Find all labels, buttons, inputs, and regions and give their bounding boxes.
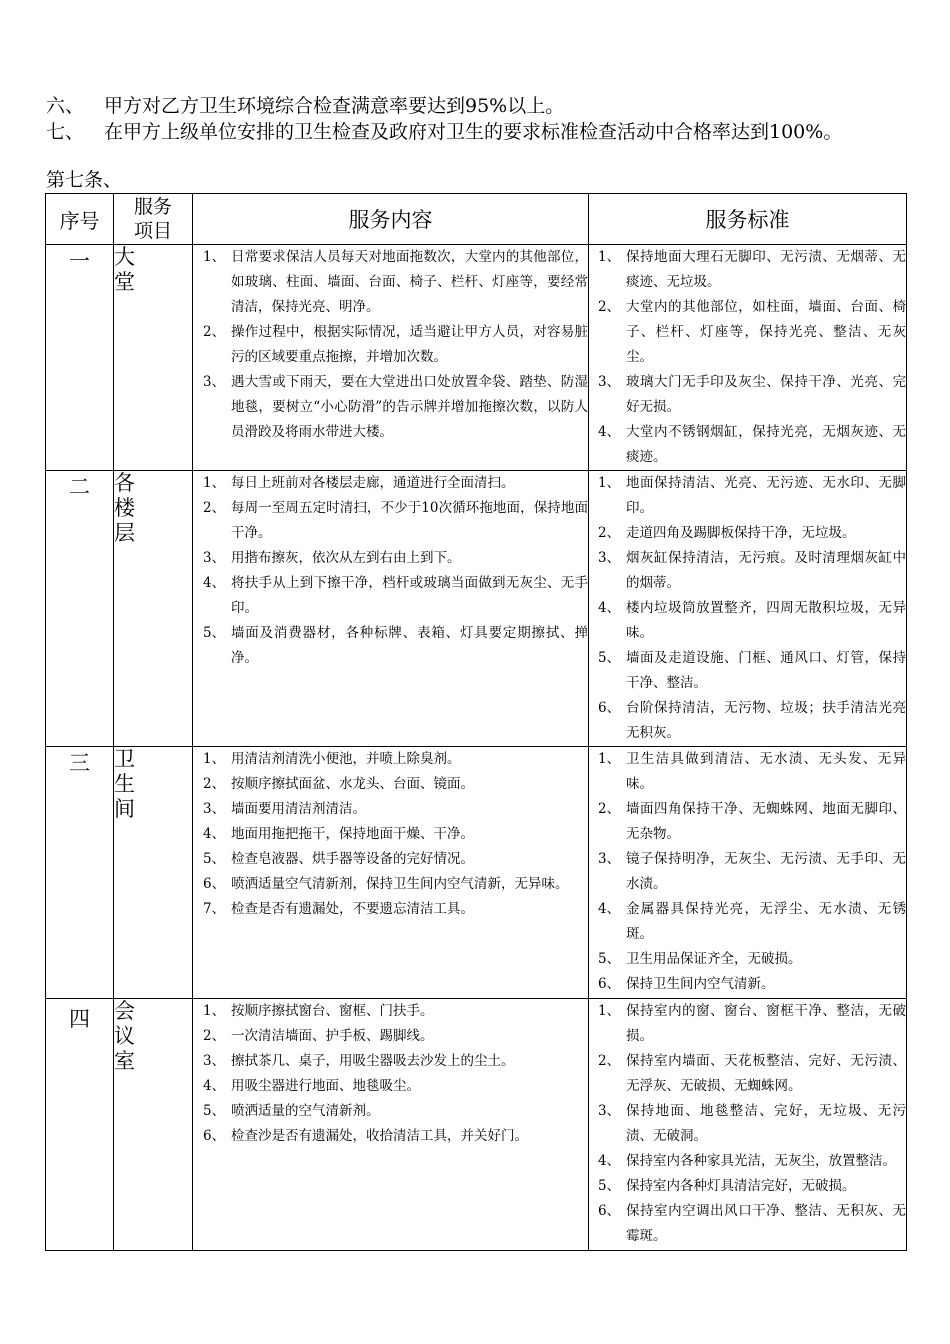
list-item-text: 检查皂液器、烘手器等设备的完好情况。 — [231, 851, 474, 867]
list-item — [589, 521, 906, 546]
content-list — [193, 999, 588, 1149]
list-item — [193, 496, 588, 546]
list-item-number: 4、 — [203, 575, 226, 591]
header-item — [114, 194, 193, 245]
row-content-cell — [193, 245, 589, 471]
list-item-number: 5、 — [203, 851, 226, 867]
list-item — [193, 546, 588, 571]
content-list — [193, 747, 588, 922]
list-item-text: 金属器具保持光亮，无浮尘、无水渍、无锈斑。 — [626, 901, 906, 942]
list-item-text: 遇大雪或下雨天，要在大堂进出口处放置伞袋、踏垫、防湿地毯，要树立“小心防滑”的告示牌并增加拖擦次数，以防人员滑跤及将雨水带进大楼。 — [231, 374, 588, 440]
list-item-number: 3、 — [598, 550, 621, 566]
list-item-number: 1、 — [203, 751, 226, 767]
list-item-text: 墙面及消费器材，各种标牌、表箱、灯具要定期擦拭、掸净。 — [231, 625, 588, 666]
list-item-number: 2、 — [203, 1028, 226, 1044]
list-item — [589, 947, 906, 972]
list-item — [193, 847, 588, 872]
list-item-text: 保持室内各种灯具清洁完好，无破损。 — [626, 1178, 856, 1194]
list-item-text: 保持室内的窗、窗台、窗框干净、整洁，无破损。 — [626, 1003, 906, 1044]
list-item — [193, 897, 588, 922]
row-item: 大堂 — [114, 245, 135, 294]
list-item-number: 2、 — [598, 1053, 621, 1069]
row-seq: 一 — [46, 245, 114, 471]
list-item-text: 按顺序擦拭面盆、水龙头、台面、镜面。 — [231, 776, 474, 792]
list-item-text: 用揩布擦灰，依次从左到右由上到下。 — [231, 550, 461, 566]
standard-list — [589, 999, 906, 1249]
list-item — [193, 772, 588, 797]
list-item-text: 台阶保持清洁，无污物、垃圾；扶手清洁光亮无积灰。 — [626, 700, 906, 741]
list-item — [589, 596, 906, 646]
list-item — [589, 245, 906, 295]
list-item — [589, 1149, 906, 1174]
list-item-number: 3、 — [203, 801, 226, 817]
list-item — [193, 1024, 588, 1049]
list-item-text: 保持卫生间内空气清新。 — [626, 976, 775, 992]
list-item-number: 2、 — [598, 525, 621, 541]
list-item — [589, 847, 906, 897]
list-item-number: 4、 — [598, 424, 621, 440]
clause-number: 六、 — [46, 95, 85, 117]
list-item — [589, 696, 906, 746]
list-item — [589, 546, 906, 596]
list-item-text: 用清洁剂清洗小便池，并喷上除臭剂。 — [231, 751, 461, 767]
list-item-number: 3、 — [598, 1103, 621, 1119]
list-item-number: 5、 — [598, 1178, 621, 1194]
list-item-number: 1、 — [203, 475, 226, 491]
list-item-number: 3、 — [598, 374, 621, 390]
table-row — [46, 999, 907, 1251]
standard-list — [589, 245, 906, 470]
list-item-number: 1、 — [598, 751, 621, 767]
list-item — [193, 1074, 588, 1099]
header-item-text: 服务项目 — [133, 196, 172, 242]
list-item-number: 3、 — [203, 550, 226, 566]
list-item — [589, 797, 906, 847]
header-content: 服务内容 — [193, 194, 589, 245]
table-row — [46, 747, 907, 999]
list-item-number: 3、 — [598, 851, 621, 867]
list-item-number: 6、 — [203, 876, 226, 892]
list-item-text: 楼内垃圾筒放置整齐，四周无散积垃圾，无异味。 — [626, 600, 906, 641]
clause-number: 七、 — [46, 121, 85, 143]
list-item — [589, 471, 906, 521]
list-item-text: 保持地面大理石无脚印、无污渍、无烟蒂、无痰迹、无垃圾。 — [626, 249, 906, 290]
list-item-number: 2、 — [203, 776, 226, 792]
list-item-text: 喷洒适量空气清新剂，保持卫生间内空气清新，无异味。 — [231, 876, 569, 892]
row-item: 卫生间 — [114, 747, 135, 821]
list-item-number: 1、 — [598, 475, 621, 491]
table-row — [46, 245, 907, 471]
list-item-number: 4、 — [203, 826, 226, 842]
row-item-cell — [114, 747, 193, 999]
list-item-number: 5、 — [598, 951, 621, 967]
list-item-text: 按顺序擦拭窗台、窗框、门扶手。 — [231, 1003, 434, 1019]
list-item — [193, 1124, 588, 1149]
list-item-number: 4、 — [598, 901, 621, 917]
clause-text: 甲方对乙方卫生环境综合检查满意率要达到95%以上。 — [104, 95, 565, 117]
list-item-number: 5、 — [598, 650, 621, 666]
list-item — [193, 320, 588, 370]
list-item — [193, 872, 588, 897]
list-item-number: 6、 — [203, 1128, 226, 1144]
list-item — [193, 797, 588, 822]
list-item-number: 7、 — [203, 901, 226, 917]
table-header-row — [46, 194, 907, 245]
list-item-text: 卫生用品保证齐全，无破损。 — [626, 951, 802, 967]
list-item-number: 2、 — [203, 324, 226, 340]
list-item — [589, 646, 906, 696]
row-item-cell — [114, 999, 193, 1251]
list-item — [589, 1099, 906, 1149]
list-item-text: 操作过程中，根据实际情况，适当避让甲方人员，对容易脏污的区域要重点拖擦，并增加次数。 — [231, 324, 588, 365]
list-item — [193, 747, 588, 772]
list-item-text: 保持室内墙面、天花板整洁、完好、无污渍、无浮灰、无破损、无蜘蛛网。 — [626, 1053, 906, 1094]
list-item-text: 玻璃大门无手印及灰尘、保持干净、光亮、完好无损。 — [626, 374, 906, 415]
list-item-text: 走道四角及踢脚板保持干净，无垃圾。 — [626, 525, 856, 541]
list-item-number: 1、 — [598, 1003, 621, 1019]
row-item-cell — [114, 245, 193, 471]
row-content-cell — [193, 999, 589, 1251]
list-item — [589, 370, 906, 420]
list-item — [589, 295, 906, 370]
list-item — [589, 999, 906, 1049]
list-item — [589, 972, 906, 997]
list-item-text: 喷洒适量的空气清新剂。 — [231, 1103, 380, 1119]
list-item-text: 每周一至周五定时清扫，不少于10次循环拖地面，保持地面干净。 — [231, 500, 588, 541]
list-item — [589, 747, 906, 797]
clause-text: 在甲方上级单位安排的卫生检查及政府对卫生的要求标准检查活动中合格率达到100%。 — [104, 121, 843, 143]
row-item: 会议室 — [114, 999, 135, 1073]
row-standard-cell — [589, 747, 907, 999]
list-item-number: 5、 — [203, 625, 226, 641]
list-item-number: 4、 — [598, 1153, 621, 1169]
list-item-number: 2、 — [203, 500, 226, 516]
row-item: 各楼层 — [114, 471, 154, 545]
list-item — [193, 999, 588, 1024]
list-item-text: 保持地面、地毯整洁、完好，无垃圾、无污渍、无破洞。 — [626, 1103, 906, 1144]
row-content-cell — [193, 471, 589, 747]
list-item — [193, 370, 588, 445]
list-item-number: 4、 — [203, 1078, 226, 1094]
list-item-text: 大堂内不锈钢烟缸，保持光亮，无烟灰迹、无痰迹。 — [626, 424, 906, 465]
list-item — [193, 1049, 588, 1074]
content-list — [193, 471, 588, 671]
list-item-text: 一次清洁墙面、护手板、踢脚线。 — [231, 1028, 434, 1044]
list-item-text: 镜子保持明净，无灰尘、无污渍、无手印、无水渍。 — [626, 851, 906, 892]
list-item — [589, 897, 906, 947]
list-item-text: 用吸尘器进行地面、地毯吸尘。 — [231, 1078, 420, 1094]
list-item — [589, 1199, 906, 1249]
row-standard-cell — [589, 471, 907, 747]
list-item-number: 3、 — [203, 1053, 226, 1069]
list-item-text: 检查是否有遗漏处，不要遗忘清洁工具。 — [231, 901, 474, 917]
list-item-text: 墙面要用清洁剂清洁。 — [231, 801, 366, 817]
header-seq: 序号 — [46, 194, 114, 245]
list-item-number: 3、 — [203, 374, 226, 390]
content-list — [193, 245, 588, 445]
service-standards-table — [45, 193, 907, 1251]
row-standard-cell — [589, 245, 907, 471]
list-item — [589, 1049, 906, 1099]
row-standard-cell — [589, 999, 907, 1251]
article-label: 第七条、 — [46, 169, 123, 191]
standard-list — [589, 471, 906, 746]
row-content-cell — [193, 747, 589, 999]
list-item-text: 保持室内各种家具光洁，无灰尘，放置整洁。 — [626, 1153, 896, 1169]
list-item-number: 6、 — [598, 1203, 621, 1219]
list-item-number: 6、 — [598, 976, 621, 992]
list-item-number: 1、 — [203, 1003, 226, 1019]
row-seq: 四 — [46, 999, 114, 1251]
list-item-number: 2、 — [598, 299, 621, 315]
list-item-text: 烟灰缸保持清洁，无污痕。及时清理烟灰缸中的烟蒂。 — [626, 550, 906, 591]
list-item-number: 4、 — [598, 600, 621, 616]
list-item — [589, 1174, 906, 1199]
list-item — [193, 571, 588, 621]
list-item — [193, 471, 588, 496]
list-item-text: 地面用拖把拖干，保持地面干燥、干净。 — [231, 826, 474, 842]
list-item — [193, 1099, 588, 1124]
list-item-text: 将扶手从上到下擦干净，档杆或玻璃当面做到无灰尘、无手印。 — [231, 575, 588, 616]
list-item-text: 墙面及走道设施、门框、通风口、灯管，保持干净、整洁。 — [626, 650, 906, 691]
list-item-text: 检查沙是否有遗漏处，收拾清洁工具，并关好门。 — [231, 1128, 528, 1144]
list-item — [193, 245, 588, 320]
list-item-text: 保持室内空调出风口干净、整洁、无积灰、无霉斑。 — [626, 1203, 906, 1244]
list-item-text: 卫生洁具做到清洁、无水渍、无头发、无异味。 — [626, 751, 906, 792]
header-standard: 服务标准 — [589, 194, 907, 245]
list-item — [193, 621, 588, 671]
list-item — [589, 420, 906, 470]
list-item-text: 墙面四角保持干净、无蜘蛛网、地面无脚印、无杂物。 — [626, 801, 906, 842]
row-seq: 三 — [46, 747, 114, 999]
list-item-text: 擦拭茶几、桌子，用吸尘器吸去沙发上的尘土。 — [231, 1053, 515, 1069]
standard-list — [589, 747, 906, 997]
list-item-number: 1、 — [203, 249, 226, 265]
list-item-number: 6、 — [598, 700, 621, 716]
list-item-number: 1、 — [598, 249, 621, 265]
list-item-number: 2、 — [598, 801, 621, 817]
list-item-text: 地面保持清洁、光亮、无污迹、无水印、无脚印。 — [626, 475, 906, 516]
list-item-text: 每日上班前对各楼层走廊，通道进行全面清扫。 — [231, 475, 515, 491]
list-item-text: 大堂内的其他部位，如柱面，墙面、台面、椅子、栏杆、灯座等，保持光亮、整洁、无灰尘。 — [626, 299, 906, 365]
list-item — [193, 822, 588, 847]
list-item-text: 日常要求保洁人员每天对地面拖数次，大堂内的其他部位，如玻璃、柱面、墙面、台面、椅子、栏杆、灯座等，要经常清洁，保持光亮、明净。 — [231, 249, 588, 315]
table-row — [46, 471, 907, 747]
row-seq: 二 — [46, 471, 114, 747]
list-item-number: 5、 — [203, 1103, 226, 1119]
row-item-cell — [114, 471, 193, 747]
